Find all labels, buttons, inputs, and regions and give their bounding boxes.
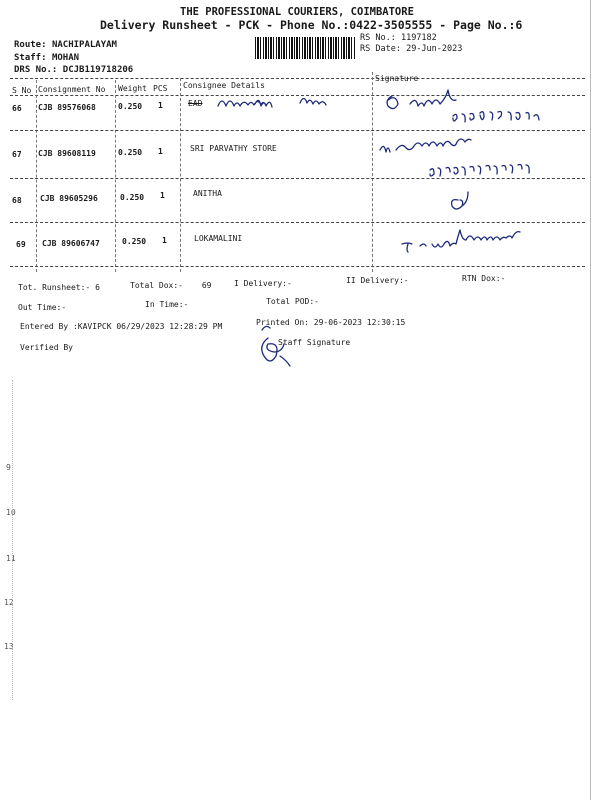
handwritten-phone-66	[453, 112, 539, 123]
rs-date-value: 29-Jun-2023	[406, 44, 463, 54]
row-consignee: SRI PARVATHY STORE	[190, 144, 277, 153]
col-consignee-header: Consignee Details	[183, 81, 265, 90]
row-consignment: CJB 89606747	[42, 239, 100, 248]
row-pcs: 1	[158, 147, 163, 156]
route-value: NACHIPALAYAM	[51, 40, 117, 50]
i-delivery: I Delivery:-	[234, 279, 292, 288]
drs-value: DCJB119718206	[62, 65, 134, 75]
row-consignee: ANITHA	[193, 189, 222, 198]
signature-69	[402, 230, 520, 252]
row-weight: 0.250	[118, 148, 143, 157]
col-signature-header: Signature	[375, 74, 419, 83]
total-dox-value: 69	[201, 281, 212, 290]
col-weight-header: Weight	[118, 84, 147, 93]
col-sno-header: S No	[12, 86, 32, 95]
row-sno: 68	[12, 196, 22, 205]
staff-value: MOHAN	[51, 53, 80, 63]
handwritten-consignee-66	[218, 99, 326, 108]
row-sno: 67	[12, 150, 22, 159]
rtn-dox: RTN Dox:-	[462, 274, 506, 283]
margin-number: 9	[6, 463, 11, 472]
document-title: Delivery Runsheet - PCK - Phone No.:0422-3505555 - Page No.:6	[100, 18, 523, 32]
drs-label: DRS No.:	[14, 65, 58, 75]
row-weight: 0.250	[118, 102, 143, 111]
row-weight: 0.250	[120, 193, 145, 202]
handwritten-phone-67	[430, 165, 529, 177]
rs-no-value: 1197182	[400, 33, 437, 43]
margin-number: 11	[6, 554, 16, 563]
verified-by: Verified By	[20, 343, 73, 352]
total-dox-label: Total Dox:-	[130, 281, 183, 290]
out-time: Out Time:-	[18, 303, 67, 312]
row-weight: 0.250	[122, 237, 147, 246]
signature-67	[380, 139, 471, 152]
row-sno: 69	[16, 240, 26, 249]
row-pcs: 1	[162, 236, 167, 245]
row-sno: 66	[12, 104, 22, 113]
row-consignee: EAD	[188, 99, 203, 108]
scan-edge-right	[590, 0, 591, 800]
total-pod: Total POD:-	[266, 297, 319, 306]
in-time: In Time:-	[145, 300, 189, 309]
col-pcs-header: PCS	[153, 84, 168, 93]
staff-signature-label: Staff Signature	[278, 338, 351, 347]
scan-edge-left	[12, 380, 13, 700]
tot-runsheet: Tot. Runsheet:- 6	[18, 283, 100, 292]
staff-label: Staff:	[14, 53, 47, 63]
printed-on: Printed On: 29-06-2023 12:30:15	[256, 318, 406, 327]
rs-no-label: RS No.:	[360, 33, 396, 43]
signature-66	[387, 90, 456, 109]
ii-delivery: II Delivery:-	[346, 276, 409, 285]
route-label: Route:	[14, 40, 47, 50]
staff-signature-mark	[262, 326, 290, 366]
row-consignment: CJB 89576068	[38, 103, 96, 112]
company-name: THE PROFESSIONAL COURIERS, COIMBATORE	[180, 6, 414, 18]
margin-number: 12	[4, 598, 14, 607]
row-consignee: LOKAMALINI	[194, 234, 243, 243]
signature-68	[452, 192, 468, 209]
margin-number: 10	[6, 508, 16, 517]
rs-date-label: RS Date:	[360, 44, 401, 54]
margin-number: 13	[4, 642, 14, 651]
row-pcs: 1	[158, 101, 163, 110]
row-pcs: 1	[160, 191, 165, 200]
row-consignment: CJB 89608119	[38, 149, 96, 158]
entered-by: Entered By :KAVIPCK 06/29/2023 12:28:29 PM	[20, 322, 223, 331]
row-consignment: CJB 89605296	[40, 194, 98, 203]
col-consignment-header: Consignment No	[38, 85, 106, 94]
